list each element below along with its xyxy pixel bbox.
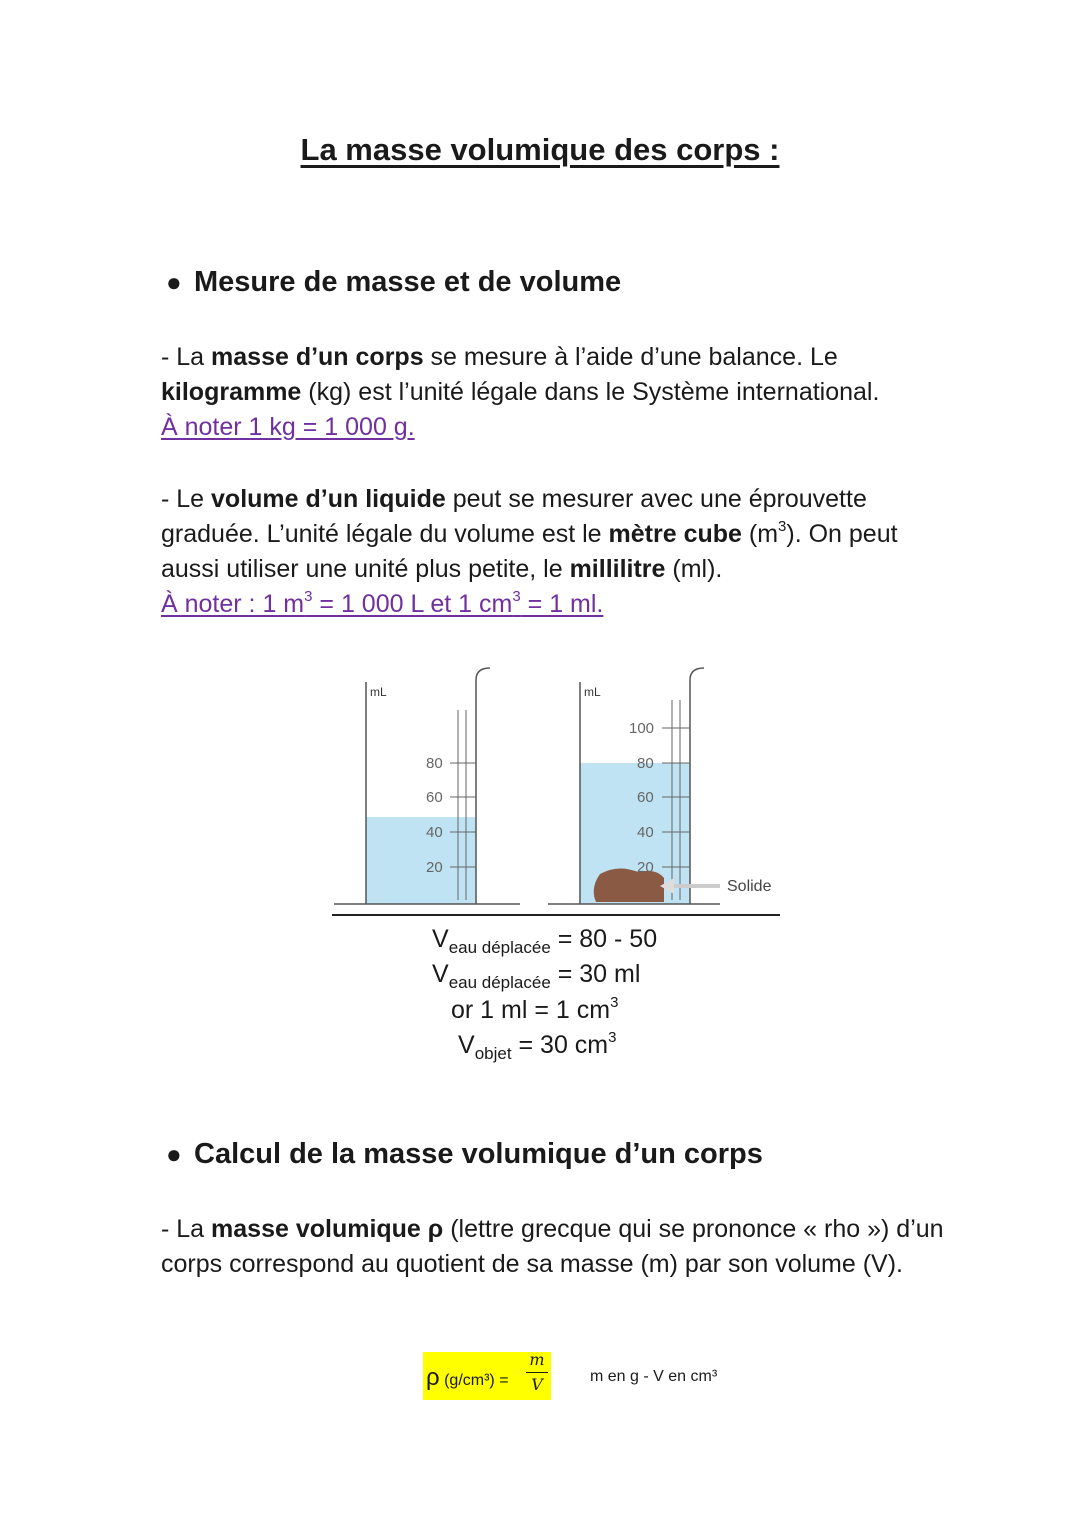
left-tick-label: 80 <box>426 755 443 772</box>
symbol-v: V <box>458 1031 475 1059</box>
superscript: 3 <box>304 587 313 605</box>
text: - La <box>161 343 212 371</box>
superscript: 3 <box>512 587 521 605</box>
right-cylinder-spout <box>690 668 704 904</box>
superscript: 3 <box>778 517 787 535</box>
text: À noter : 1 m <box>161 590 305 618</box>
page-title: La masse volumique des corps : <box>300 132 780 167</box>
subscript: eau déplacée <box>448 973 551 992</box>
text: - La <box>161 1215 212 1243</box>
formula-unit: (g/cm³) = <box>439 1372 509 1389</box>
section-heading-text: Mesure de masse et de volume <box>194 266 622 298</box>
formula-units-note: m en g - V en cm³ <box>590 1368 718 1385</box>
section-heading-density <box>166 1138 763 1171</box>
text: (kg) est l’unité légale dans le Système international. <box>301 378 880 406</box>
superscript: 3 <box>608 1028 617 1046</box>
text: (lettre grecque qui se prononce « rho ») d’un corps correspond au quotient de sa masse (m) par son volume (V). <box>161 1215 944 1278</box>
paragraph-volume <box>161 482 961 622</box>
left-cylinder-spout <box>476 668 490 904</box>
fraction-numerator: m <box>529 1350 545 1369</box>
bold-term: kilogramme <box>161 378 302 406</box>
rho-symbol: ρ <box>426 1364 440 1391</box>
left-water-fill <box>366 817 476 904</box>
text: or 1 ml = 1 cm <box>451 996 611 1024</box>
calc-line-3 <box>451 993 618 1028</box>
graduated-cylinder-diagram <box>320 660 790 920</box>
section-heading-text: Calcul de la masse volumique d’un corps <box>194 1138 763 1170</box>
text: se mesure à l’aide d’une balance. Le <box>423 343 838 371</box>
left-unit-label: mL <box>370 685 387 699</box>
right-tick-label: 100 <box>629 720 655 737</box>
right-tick-label: 40 <box>637 824 654 841</box>
formula-fraction <box>526 1350 548 1394</box>
text: = 30 ml <box>550 960 641 988</box>
bullet-icon: ● <box>166 1139 182 1169</box>
calc-line-1 <box>432 922 657 957</box>
text: = 80 - 50 <box>550 925 658 953</box>
bold-term: millilitre <box>569 555 666 583</box>
left-tick-label: 60 <box>426 789 443 806</box>
section-heading-measure <box>166 266 621 299</box>
paragraph-mass <box>161 340 961 445</box>
text: = 1 ml. <box>520 590 604 618</box>
subscript: objet <box>474 1044 512 1063</box>
text: peut se mesurer avec une éprouvette graduée. L’unité légale du volume est le <box>161 485 867 548</box>
note-mass: À noter 1 kg = 1 000 g. <box>161 413 415 441</box>
left-tick-label: 20 <box>426 859 443 876</box>
bold-term: masse d’un corps <box>211 343 424 371</box>
symbol-v: V <box>432 925 449 953</box>
symbol-v: V <box>432 960 449 988</box>
bullet-icon: ● <box>166 267 182 297</box>
text: = 30 cm <box>511 1031 609 1059</box>
calc-line-2 <box>432 957 640 992</box>
bold-term: masse volumique ρ <box>211 1215 444 1243</box>
solid-label: Solide <box>727 878 772 895</box>
right-tick-label: 20 <box>637 859 654 876</box>
text: (ml). <box>665 555 723 583</box>
bold-term: mètre cube <box>608 520 742 548</box>
note-volume <box>161 587 604 618</box>
text: ). On peut aussi utiliser une unité plus petite, le <box>161 520 898 583</box>
fraction-bar <box>526 1372 548 1373</box>
text: - Le <box>161 485 212 513</box>
left-tick-label: 40 <box>426 824 443 841</box>
subscript: eau déplacée <box>448 938 551 957</box>
right-tick-label: 80 <box>637 755 654 772</box>
text: = 1 000 L et 1 cm <box>312 590 513 618</box>
calc-line-4 <box>458 1028 616 1063</box>
fraction-denominator: V <box>531 1375 543 1394</box>
right-unit-label: mL <box>584 685 601 699</box>
text: (m <box>741 520 779 548</box>
superscript: 3 <box>610 993 619 1011</box>
density-formula <box>426 1364 509 1392</box>
bold-term: volume d’un liquide <box>211 485 446 513</box>
right-tick-label: 60 <box>637 789 654 806</box>
paragraph-density <box>161 1212 961 1282</box>
